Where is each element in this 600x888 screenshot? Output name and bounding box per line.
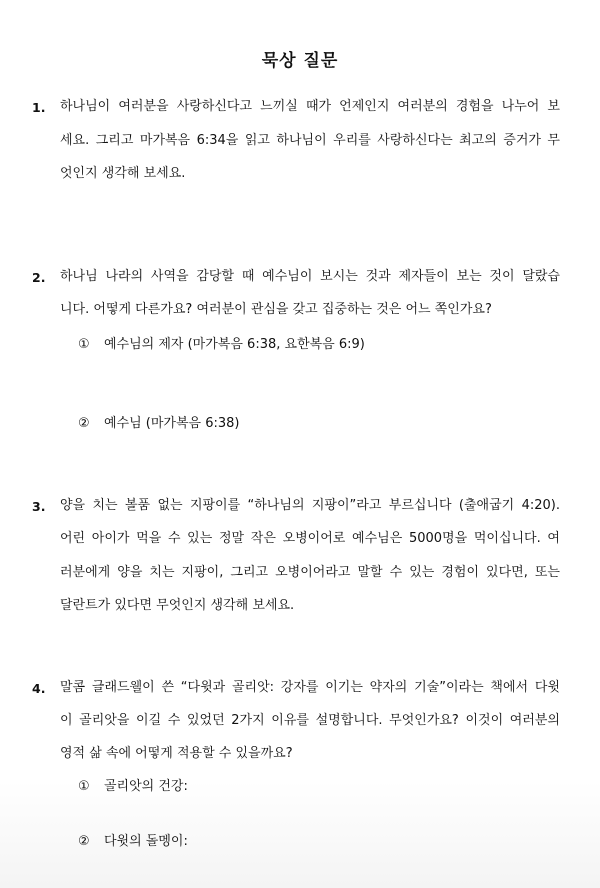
circled-number: ② bbox=[78, 416, 90, 431]
question-line: 니다. 어떻게 다른가요? 여러분이 관심을 갖고 집중하는 것은 어느 쪽인가요? bbox=[60, 302, 492, 317]
question-line: 양을 치는 볼품 없는 지팡이를 “하나님의 지팡이”라고 부르십니다 (출애굽기 4:20). bbox=[60, 498, 560, 513]
question-line: 이 골리앗을 이길 수 있었던 2가지 이유를 설명합니다. 무엇인가요? 이것이 여러분의 bbox=[60, 713, 560, 728]
question-number: 3. bbox=[32, 499, 46, 514]
circled-number: ② bbox=[78, 834, 90, 849]
question-line: 엇인지 생각해 보세요. bbox=[60, 166, 186, 181]
sub-item bbox=[78, 415, 240, 433]
question-number: 1. bbox=[32, 100, 46, 115]
question-line: 하나님 나라의 사역을 감당할 때 예수님이 보시는 것과 제자들이 보는 것이 달랐습 bbox=[60, 269, 560, 284]
question-number: 4. bbox=[32, 681, 46, 696]
sub-item bbox=[78, 833, 188, 851]
question-line: 달란트가 있다면 무엇인지 생각해 보세요. bbox=[60, 598, 295, 613]
sub-item-text: 다윗의 돌멩이: bbox=[104, 834, 188, 849]
question-line: 말콤 글래드웰이 쓴 “다윗과 골리앗: 강자를 이기는 약자의 기술”이라는 책에서 다윗 bbox=[60, 680, 560, 695]
question-line: 세요. 그리고 마가복음 6:34을 읽고 하나님이 우리를 사랑하신다는 최고의 증거가 무 bbox=[60, 133, 560, 148]
question-line: 러분에게 양을 치는 지팡이, 그리고 오병이어라고 말할 수 있는 경험이 있다면, 또는 bbox=[60, 565, 560, 580]
sub-item-text: 예수님의 제자 (마가복음 6:38, 요한복음 6:9) bbox=[104, 337, 365, 352]
question-number: 2. bbox=[32, 270, 46, 285]
sub-item bbox=[78, 336, 365, 354]
sub-item bbox=[78, 778, 188, 796]
question-line: 어린 아이가 먹을 수 있는 정말 작은 오병이어로 예수님은 5000명을 먹이십니다. 여 bbox=[60, 531, 560, 546]
circled-number: ① bbox=[78, 779, 90, 794]
page-title: 묵상 질문 bbox=[261, 51, 339, 71]
question-line: 하나님이 여러분을 사랑하신다고 느끼실 때가 언제인지 여러분의 경험을 나누어 보 bbox=[60, 99, 560, 114]
sub-item-text: 예수님 (마가복음 6:38) bbox=[104, 416, 240, 431]
circled-number: ① bbox=[78, 337, 90, 352]
sub-item-text: 골리앗의 건강: bbox=[104, 779, 188, 794]
question-line: 영적 삶 속에 어떻게 적용할 수 있을까요? bbox=[60, 746, 293, 761]
